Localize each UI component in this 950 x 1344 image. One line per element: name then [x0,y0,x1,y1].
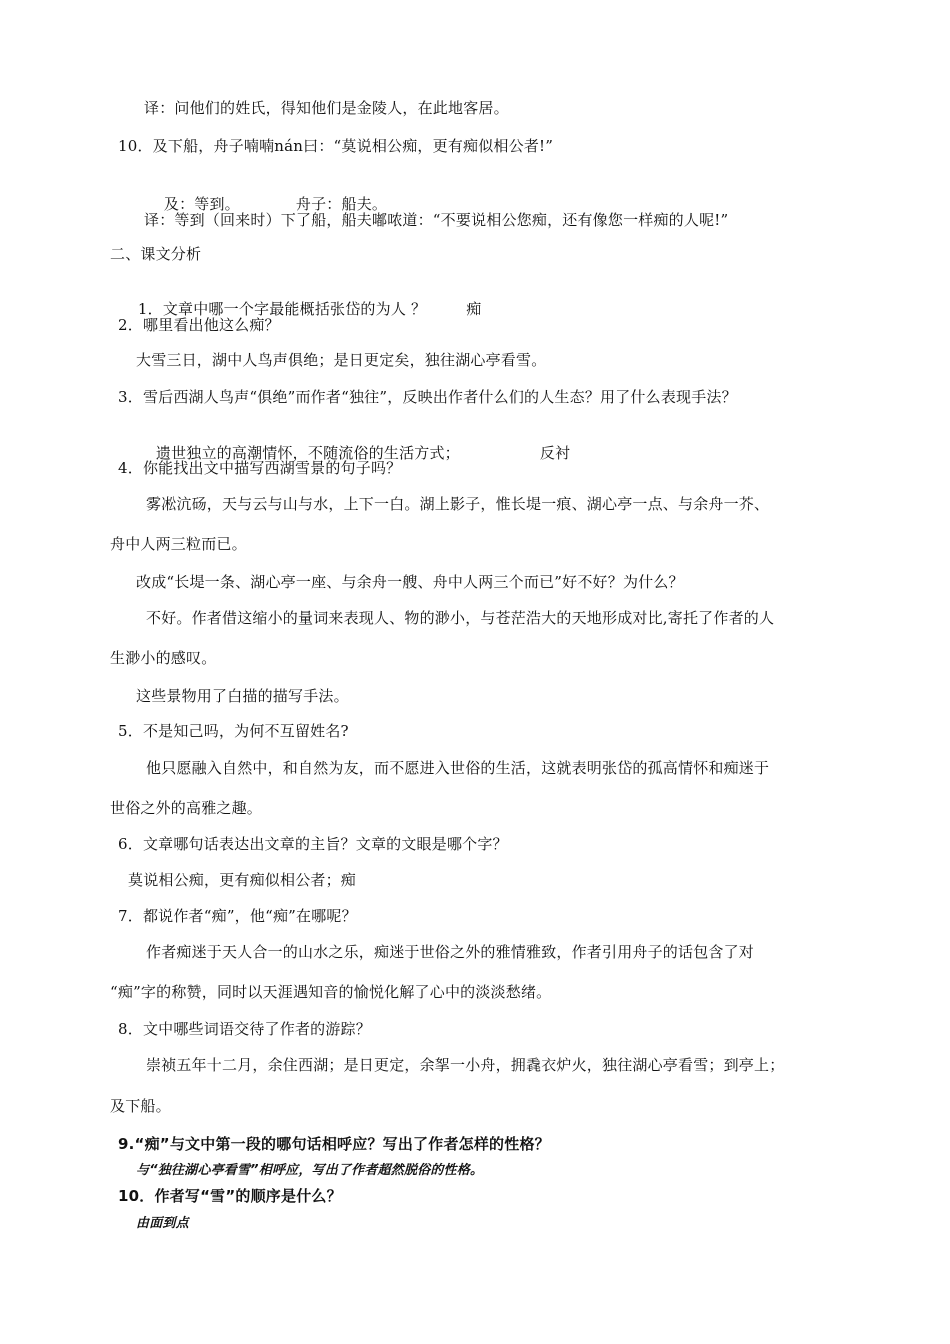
answer-4: 雾凇沆砀，天与云与山与水，上下一白。湖上影子，惟长堤一痕、湖心亭一点、与余舟一芥、 [146,495,770,513]
question-2: 2．哪里看出他这么痴？ [118,316,280,334]
question-5: 5．不是知己吗，为何不互留姓名? [118,722,349,740]
answer-4-cont: 舟中人两三粒而已。 [110,535,247,553]
question-4: 4．你能找出文中描写西湖雪景的句子吗？ [118,459,402,477]
gloss-ji: 及：等到。 [163,195,240,213]
answer-5-cont: 世俗之外的高雅之趣。 [110,799,263,817]
translation-line: 译：问他们的姓氏，得知他们是金陵人，在此地客居。 [144,99,509,117]
gloss-zhouzi: 舟子：船夫。 [295,195,388,213]
question-text: 1．文章中哪一个字最能概括张岱的为人 ？ [137,300,427,318]
translation-line: 译：等到（回来时）下了船，船夫嘟哝道：“不要说相公您痴，还有像您一样痴的人呢!” [144,211,729,229]
answer-8: 崇祯五年十二月，余住西湖；是日更定，余挐一小舟，拥毳衣炉火，独往湖心亭看雪；到亭上； [146,1056,785,1074]
question-6: 6．文章哪句话表达出文章的主旨？文章的文眼是哪个字？ [118,835,508,853]
sub-question: 改成“长堤一条、湖心亭一座、与余舟一艘、舟中人两三个而已”好不好？为什么？ [136,573,684,591]
question-8: 8．文中哪些词语交待了作者的游踪？ [118,1020,371,1038]
sub-answer-cont: 生渺小的感叹。 [110,649,217,667]
question-9: 9.“痴”与文中第一段的哪句话相呼应？写出了作者怎样的性格？ [118,1135,550,1153]
answer-6: 莫说相公痴，更有痴似相公者；痴 [128,871,357,889]
answer-7: 作者痴迷于天人合一的山水之乐，痴迷于世俗之外的雅情雅致，作者引用舟子的话包含了对 [146,943,755,961]
answer-text: 痴 [466,300,482,318]
question-7: 7．都说作者“痴”，他“痴”在哪呢？ [118,907,357,925]
sub-answer: 不好。作者借这缩小的量词来表现人、物的渺小，与苍茫浩大的天地形成对比,寄托了作者的人 [146,609,775,627]
answer-8-cont: 及下船。 [110,1097,171,1115]
question-3: 3．雪后西湖人鸟声“俱绝”而作者“独往”，反映出作者什么们的人生态？用了什么表现手法？ [118,388,737,406]
answer-5: 他只愿融入自然中，和自然为友，而不愿进入世俗的生活，这就表明张岱的孤高情怀和痴迷于 [146,759,770,777]
answer-10: 由面到点 [136,1216,189,1231]
technique-text: 反衬 [539,444,571,462]
sentence-10: 10．及下船，舟子喃喃nán曰：“莫说相公痴，更有痴似相公者!” [118,137,554,155]
sub-answer-note: 这些景物用了白描的描写手法。 [136,687,349,705]
answer-2: 大雪三日，湖中人鸟声俱绝；是日更定矣，独往湖心亭看雪。 [136,351,547,369]
answer-9: 与“独往湖心亭看雪”相呼应，写出了作者超然脱俗的性格。 [136,1163,484,1178]
answer-text: 遗世独立的高潮情怀，不随流俗的生活方式； [155,444,460,462]
question-10: 10．作者写“雪”的顺序是什么？ [118,1187,342,1205]
section-heading: 二、课文分析 [110,245,202,263]
answer-7-cont: “痴”字的称赞，同时以天涯遇知音的愉悦化解了心中的淡淡愁绪。 [110,983,552,1001]
